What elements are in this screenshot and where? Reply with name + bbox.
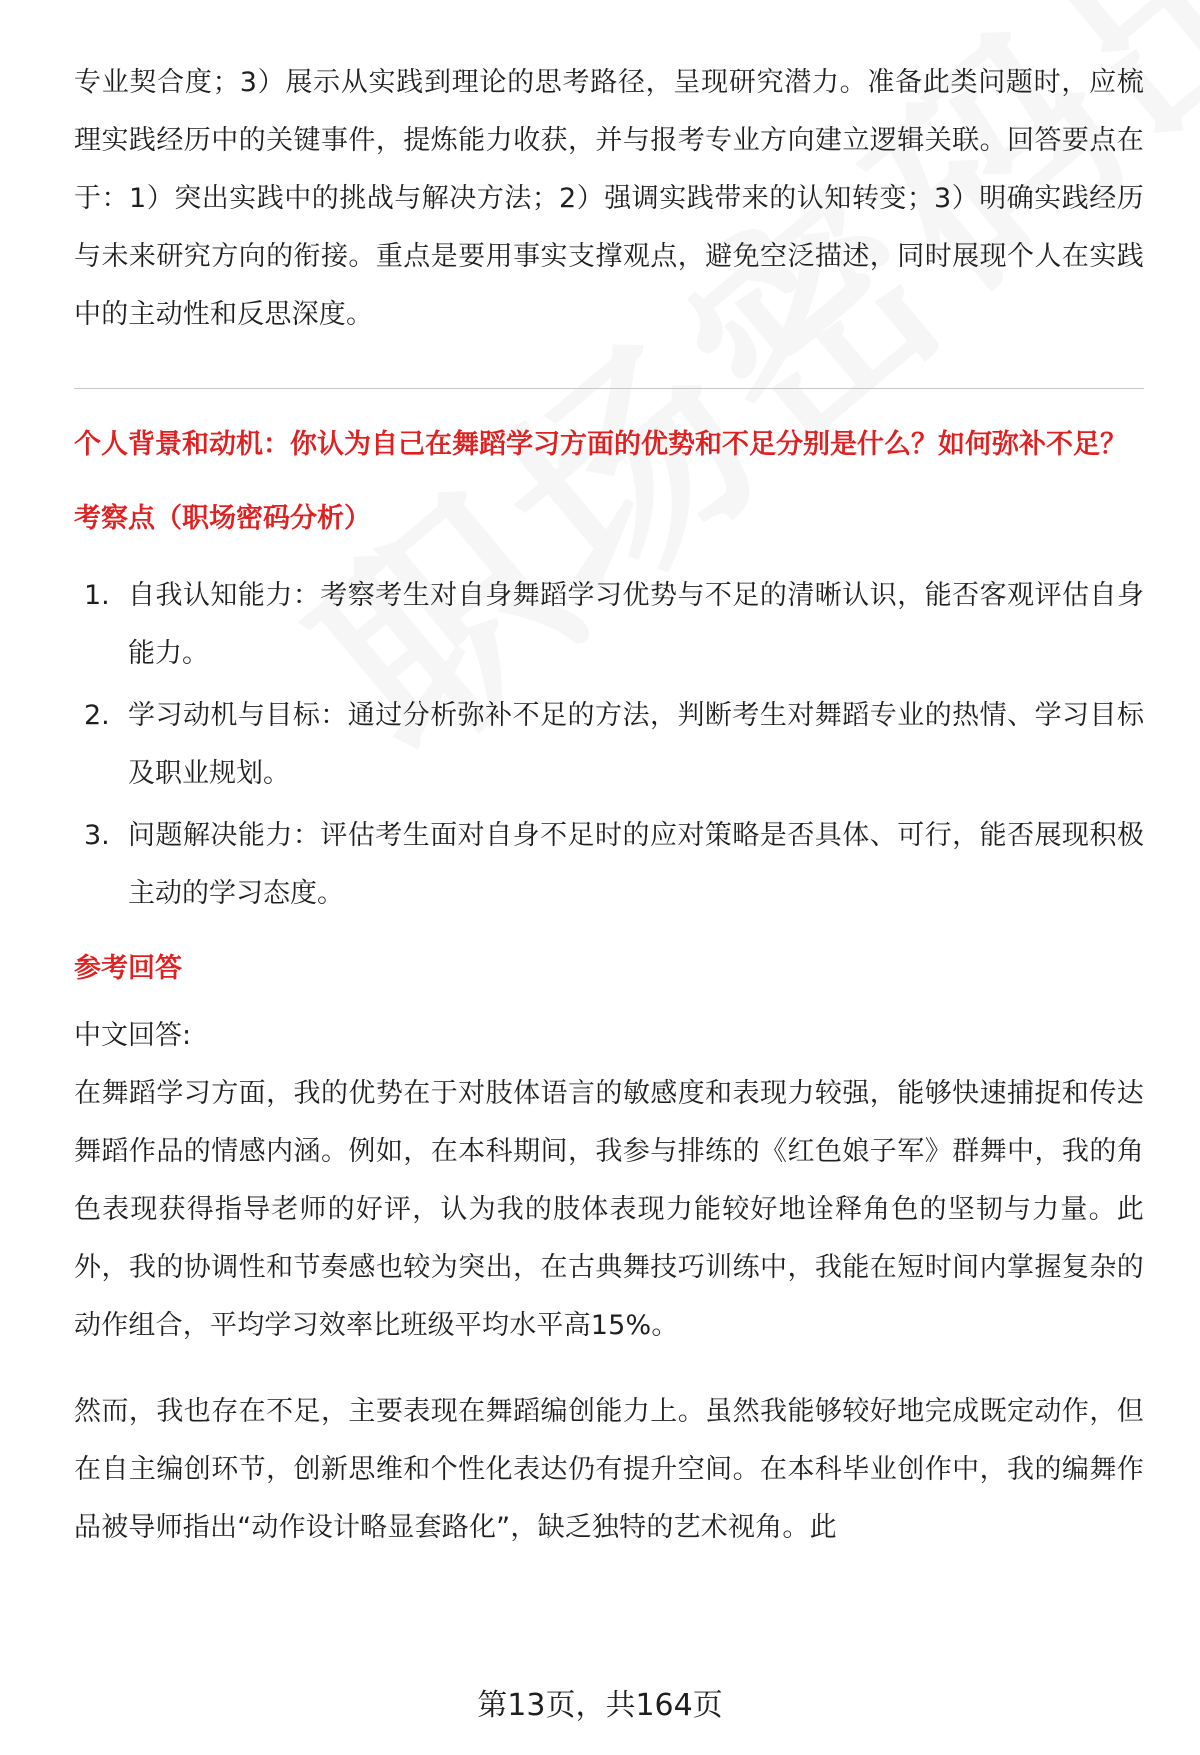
answer-section-title: 参考回答 [74,953,182,984]
list-item-number: 1. [84,580,110,611]
points-section-title: 考察点（职场密码分析） [74,503,371,534]
section-divider [74,388,1144,389]
answer-paragraph-2: 然而，我也存在不足，主要表现在舞蹈编创能力上。虽然我能够较好地完成既定动作，但在自主编创环节，创新思维和个性化表达仍有提升空间。在本科毕业创作中，我的编舞作品被导师指出“动作设计略显套路化”，缺乏独特的艺术视角。此 [74,1396,1144,1543]
list-item-text: 自我认知能力：考察考生对自身舞蹈学习优势与不足的清晰认识，能否客观评估自身能力。 [128,580,1144,669]
intro-paragraph: 专业契合度；3）展示从实践到理论的思考路径，呈现研究潜力。准备此类问题时，应梳理实践经历中的关键事件，提炼能力收获，并与报考专业方向建立逻辑关联。回答要点在于：1）突出实践中的挑战与解决方法；2）强调实践带来的认知转变；3）明确实践经历与未来研究方向的衔接。重点是要用事实支撑观点，避免空泛描述，同时展现个人在实践中的主动性和反思深度。 [74,67,1144,330]
list-item [74,687,1144,803]
list-item-text: 问题解决能力：评估考生面对自身不足时的应对策略是否具体、可行，能否展现积极主动的学习态度。 [128,820,1144,909]
list-item [74,807,1144,923]
page-content [74,54,1144,1557]
page-number: 第13页，共164页 [477,1688,723,1723]
question-heading: 个人背景和动机：你认为自己在舞蹈学习方面的优势和不足分别是什么？如何弥补不足？ [74,429,1127,460]
list-item [74,567,1144,683]
list-item-number: 3. [84,820,110,851]
list-item-number: 2. [84,700,110,731]
answer-paragraph-1: 在舞蹈学习方面，我的优势在于对肢体语言的敏感度和表现力较强，能够快速捕捉和传达舞蹈作品的情感内涵。例如，在本科期间，我参与排练的《红色娘子军》群舞中，我的角色表现获得指导老师的好评，认为我的肢体表现力能较好地诠释角色的坚韧与力量。此外，我的协调性和节奏感也较为突出，在古典舞技巧训练中，我能在短时间内掌握复杂的动作组合，平均学习效率比班级平均水平高15%。 [74,1078,1144,1341]
answer-language-label: 中文回答: [74,1020,192,1051]
list-item-text: 学习动机与目标：通过分析弥补不足的方法，判断考生对舞蹈专业的热情、学习目标及职业规划。 [128,700,1144,789]
points-list [74,567,1144,923]
